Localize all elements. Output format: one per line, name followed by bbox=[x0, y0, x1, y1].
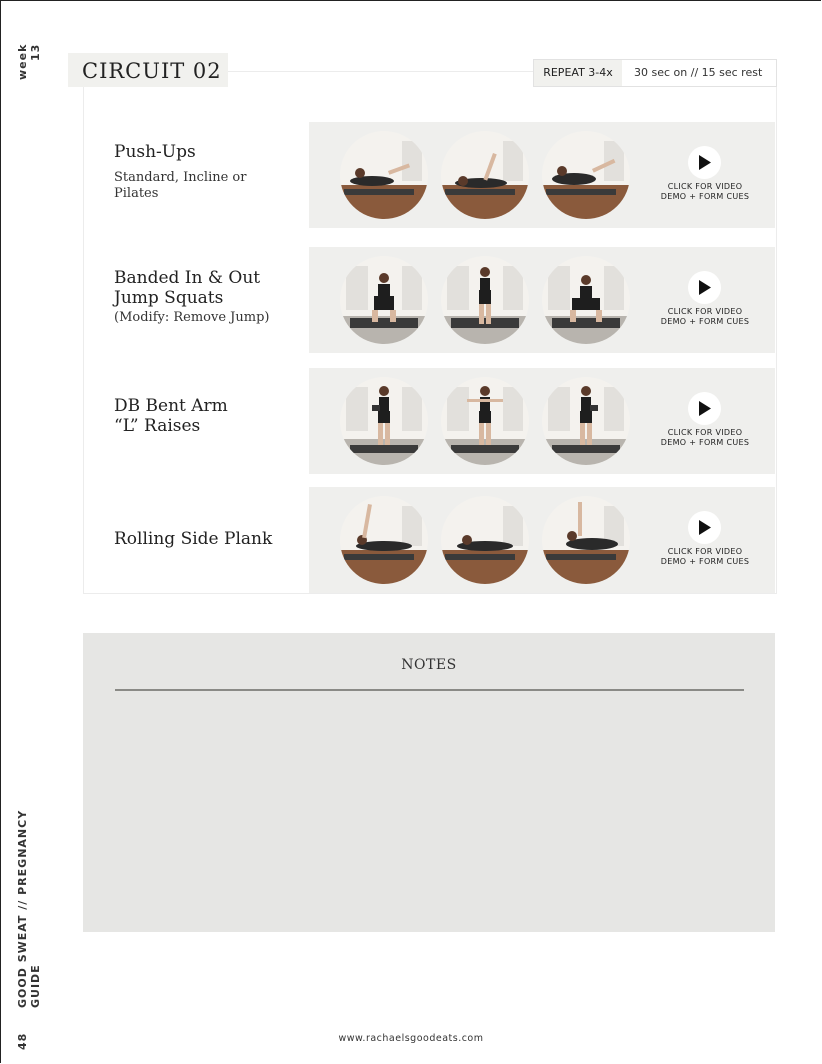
footer-url[interactable]: www.rachaelsgoodeats.com bbox=[338, 1033, 484, 1044]
repeat-label: REPEAT 3-4x bbox=[534, 60, 622, 86]
exercise-media-panel bbox=[309, 368, 775, 474]
video-play-button[interactable] bbox=[688, 271, 721, 304]
play-icon bbox=[699, 401, 711, 416]
exercise-media-panel bbox=[309, 487, 775, 593]
play-icon bbox=[699, 520, 711, 535]
exercise-photo bbox=[441, 131, 529, 219]
exercise-name: Banded In & Out Jump Squats bbox=[114, 268, 261, 308]
exercise-photo bbox=[340, 256, 428, 344]
guide-title: GOOD SWEAT // PREGNANCY GUIDE bbox=[16, 809, 42, 1008]
repeat-detail: 30 sec on // 15 sec rest bbox=[634, 66, 763, 79]
exercise-photo bbox=[441, 256, 529, 344]
notes-writing-area[interactable] bbox=[115, 697, 744, 917]
exercise-photo bbox=[340, 131, 428, 219]
video-cta-text[interactable]: CLICK FOR VIDEO DEMO + FORM CUES bbox=[660, 547, 750, 566]
exercise-photo bbox=[542, 496, 630, 584]
exercise-media-panel bbox=[309, 247, 775, 353]
repeat-badge bbox=[533, 59, 777, 87]
exercise-name: Rolling Side Plank bbox=[114, 529, 273, 549]
exercise-photo bbox=[542, 256, 630, 344]
video-cta-text[interactable]: CLICK FOR VIDEO DEMO + FORM CUES bbox=[660, 428, 750, 447]
exercise-name: DB Bent Arm “L” Raises bbox=[114, 396, 228, 436]
exercise-photo bbox=[441, 377, 529, 465]
video-play-button[interactable] bbox=[688, 392, 721, 425]
exercise-photo bbox=[340, 496, 428, 584]
exercise-name: Push-Ups bbox=[114, 142, 196, 162]
notes-divider bbox=[115, 689, 744, 691]
exercise-sub: Standard, Incline or Pilates bbox=[114, 170, 247, 201]
video-cta-text[interactable]: CLICK FOR VIDEO DEMO + FORM CUES bbox=[660, 182, 750, 201]
video-cta-text[interactable]: CLICK FOR VIDEO DEMO + FORM CUES bbox=[660, 307, 750, 326]
video-play-button[interactable] bbox=[688, 146, 721, 179]
page-number: 48 bbox=[16, 1032, 29, 1050]
exercise-media-panel bbox=[309, 122, 775, 228]
play-icon bbox=[699, 155, 711, 170]
play-icon bbox=[699, 280, 711, 295]
exercise-photo bbox=[340, 377, 428, 465]
exercise-photo bbox=[441, 496, 529, 584]
video-play-button[interactable] bbox=[688, 511, 721, 544]
exercise-sub: (Modify: Remove Jump) bbox=[114, 310, 270, 325]
notes-panel bbox=[83, 633, 775, 932]
circuit-title: CIRCUIT 02 bbox=[68, 53, 228, 87]
notes-title: NOTES bbox=[401, 657, 457, 673]
exercise-photo bbox=[542, 131, 630, 219]
week-label: week 13 bbox=[16, 44, 42, 81]
exercise-photo bbox=[542, 377, 630, 465]
